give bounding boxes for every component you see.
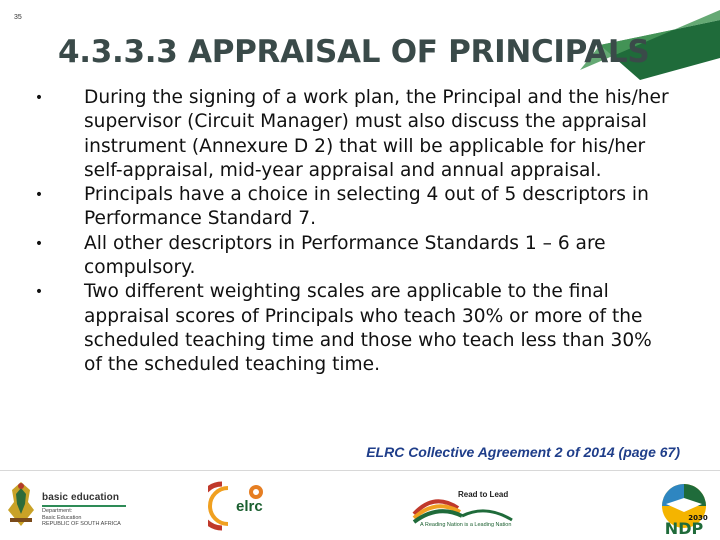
page-title: 4.3.3.3 APPRAISAL OF PRINCIPALS <box>58 34 650 70</box>
basic-education-wordmark: basic education <box>42 492 120 503</box>
wordmark-underline <box>42 505 126 507</box>
ndp-2030-logo <box>652 482 716 538</box>
bullet-text: During the signing of a work plan, the Principal and the his/her supervisor (Circuit Manager) must also discuss the appraisal instrument (Annexure D 2) that will be applicable for his/her self-appraisal, mid-year appraisal and annual appraisal. <box>84 87 669 181</box>
bullet-text: Principals have a choice in selecting 4 out of 5 descriptors in Performance Standard 7. <box>84 184 649 230</box>
bullet-text: All other descriptors in Performance Standards 1 – 6 are compulsory. <box>84 232 606 279</box>
coat-of-arms-icon <box>4 480 38 528</box>
department-line: Department: <box>42 508 73 514</box>
bullet-marker: • <box>34 235 44 252</box>
list-item <box>32 232 672 281</box>
read-to-lead-logo <box>408 484 518 536</box>
elrc-label: elrc <box>236 498 263 515</box>
read-to-lead-heading: Read to Lead <box>458 490 509 499</box>
slide-number: 35 <box>14 14 22 21</box>
list-item <box>32 183 672 232</box>
elrc-logo <box>208 478 272 534</box>
citation: ELRC Collective Agreement 2 of 2014 (page 67) <box>366 444 680 460</box>
bullet-marker: • <box>34 284 44 301</box>
bullet-marker: • <box>34 90 44 106</box>
bullet-marker: • <box>34 187 44 204</box>
department-line: REPUBLIC OF SOUTH AFRICA <box>42 521 121 527</box>
department-line: Basic Education <box>42 514 82 521</box>
bullet-list <box>32 86 672 378</box>
list-item <box>32 280 672 377</box>
ndp-emblem-icon <box>652 482 716 538</box>
bullet-text: Two different weighting scales are applicable to the final appraisal scores of Principals who teach 30% or more of the scheduled teaching time and those who teach less than 30% of the scheduled teaching time. <box>84 281 652 376</box>
basic-education-logo <box>4 480 134 530</box>
ndp-label: NDP <box>664 519 704 538</box>
footer-divider <box>0 470 720 471</box>
list-item <box>32 86 672 183</box>
read-to-lead-tagline: A Reading Nation is a Leading Nation <box>420 522 512 528</box>
ndp-year: 2030 <box>688 514 708 522</box>
department-text <box>42 508 121 528</box>
